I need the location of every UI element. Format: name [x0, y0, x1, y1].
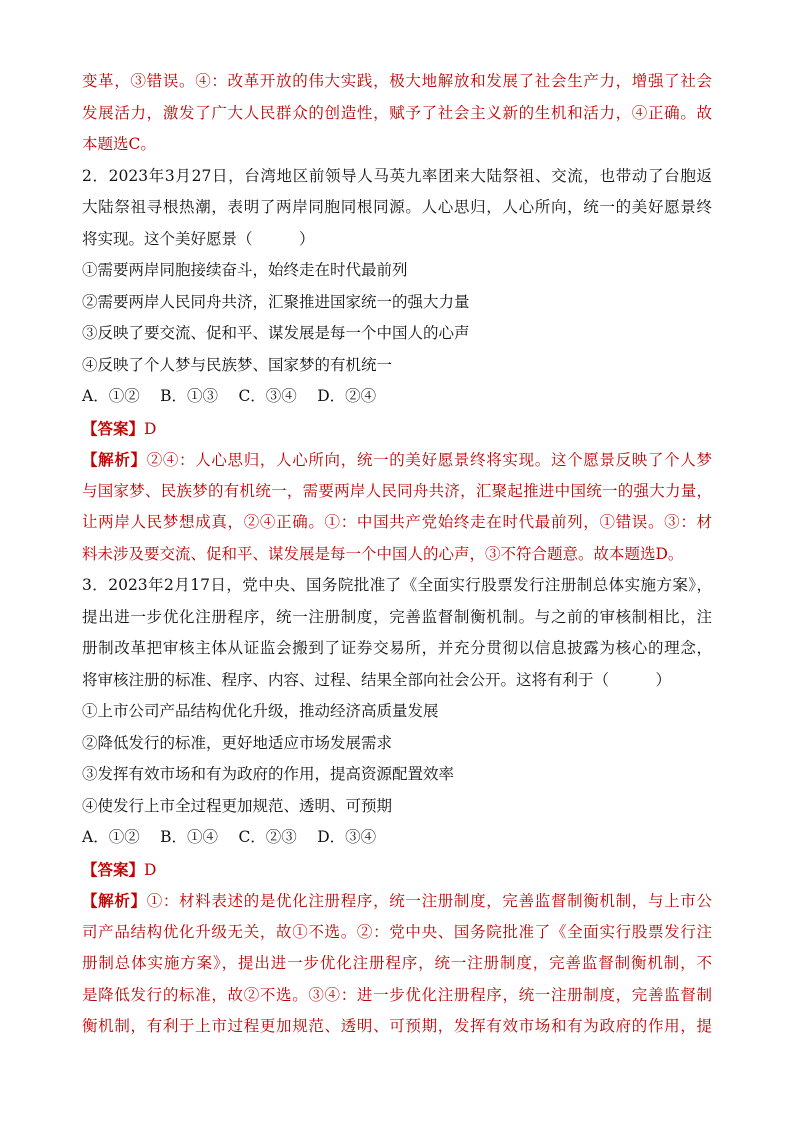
prev-explanation	[82, 66, 712, 161]
question-stem-line: 大陆祭祖寻根热潮，表明了两岸同胞同根同源。人心思归，人心所向，统一的美好愿景终	[82, 198, 712, 216]
answer-value: D	[144, 860, 157, 879]
explanation-line: 是降低发行的标准，故②不选。③④：进一步优化注册程序，统一注册制度，完善监督制	[82, 985, 712, 1004]
question-stem-line: 将审核注册的标准、程序、内容、过程、结果全部向社会公开。这将有利于（ ）	[82, 670, 672, 689]
text-line: 本题选C。	[82, 135, 156, 153]
option-item: ③反映了要交流、促和平、谋发展是每一个中国人的心声	[82, 324, 470, 342]
explanation-text: ①：材料表述的是优化注册程序，统一注册制度，完善监督制衡机制，与上市公	[146, 892, 712, 910]
explanation-tag: 【解析】	[82, 891, 147, 910]
answer-choices: A．①② B．①④ C．②③ D．③④	[82, 828, 377, 846]
question-stem-line: 册制改革把审核主体从证监会搬到了证券交易所，并充分贯彻以信息披露为核心的理念，	[82, 639, 712, 657]
explanation-line: 衡机制，有利于上市过程更加规范、透明、可预期，发挥有效市场和有为政府的作用，提	[82, 1017, 712, 1035]
explanation-line: 料未涉及要交流、促和平、谋发展是每一个中国人的心声，③不符合题意。故本题选D。	[82, 544, 684, 563]
explanation-line	[82, 885, 712, 917]
question-stem-line: 3．2023年2月17日，党中央、国务院批准了《全面实行股票发行注册制总体实施方案》，	[82, 576, 712, 594]
answer-line	[82, 413, 712, 445]
text-line: 变革，③错误。④：改革开放的伟大实践，极大地解放和发展了社会生产力，增强了社会	[82, 72, 712, 90]
answer-line	[82, 854, 712, 886]
option-item: ①上市公司产品结构优化升级，推动经济高质量发展	[82, 702, 439, 720]
option-item: ④使发行上市全过程更加规范、透明、可预期	[82, 796, 393, 815]
option-item: ②降低发行的标准，更好地适应市场发展需求	[82, 733, 393, 752]
option-item: ④反映了个人梦与民族梦、国家梦的有机统一	[82, 355, 393, 374]
explanation-line: 与国家梦、民族梦的有机统一，需要两岸人民同舟共济，汇聚起推进中国统一的强大力量，	[82, 481, 712, 500]
explanation-line: 册制总体实施方案》，提出进一步优化注册程序，统一注册制度，完善监督制衡机制，不	[82, 954, 712, 972]
option-item: ①需要两岸同胞接续奋斗，始终走在时代最前列	[82, 261, 408, 279]
option-item: ③发挥有效市场和有为政府的作用，提高资源配置效率	[82, 765, 455, 783]
answer-value: D	[144, 419, 157, 438]
explanation-tag: 【解析】	[82, 450, 147, 469]
text-line: 发展活力，激发了广大人民群众的创造性，赋予了社会主义新的生机和活力，④正确。故	[82, 103, 712, 122]
explanation-line	[82, 444, 712, 476]
explanation-line: 让两岸人民梦想成真，②④正确。①：中国共产党始终走在时代最前列，①错误。③：材	[82, 513, 712, 531]
answer-tag: 【答案】	[82, 418, 145, 438]
explanation-text: ②④：人心思归，人心所向，统一的美好愿景终将实现。这个愿景反映了个人梦	[146, 451, 712, 469]
question-stem-line: 提出进一步优化注册程序，统一注册制度，完善监督制衡机制。与之前的审核制相比，注	[82, 607, 712, 626]
question-2	[82, 161, 712, 571]
explanation-line: 司产品结构优化升级无关，故①不选。②：党中央、国务院批准了《全面实行股票发行注	[82, 922, 712, 941]
option-item: ②需要两岸人民同舟共济，汇聚推进国家统一的强大力量	[82, 292, 470, 311]
question-stem-line: 将实现。这个美好愿景（ ）	[82, 229, 315, 248]
question-stem-line: 2．2023年3月27日，台湾地区前领导人马英九率团来大陆祭祖、交流，也带动了台胞返	[82, 166, 712, 185]
answer-choices: A．①② B．①③ C．③④ D．②④	[82, 387, 377, 405]
answer-tag: 【答案】	[82, 859, 145, 879]
question-3	[82, 570, 712, 1043]
